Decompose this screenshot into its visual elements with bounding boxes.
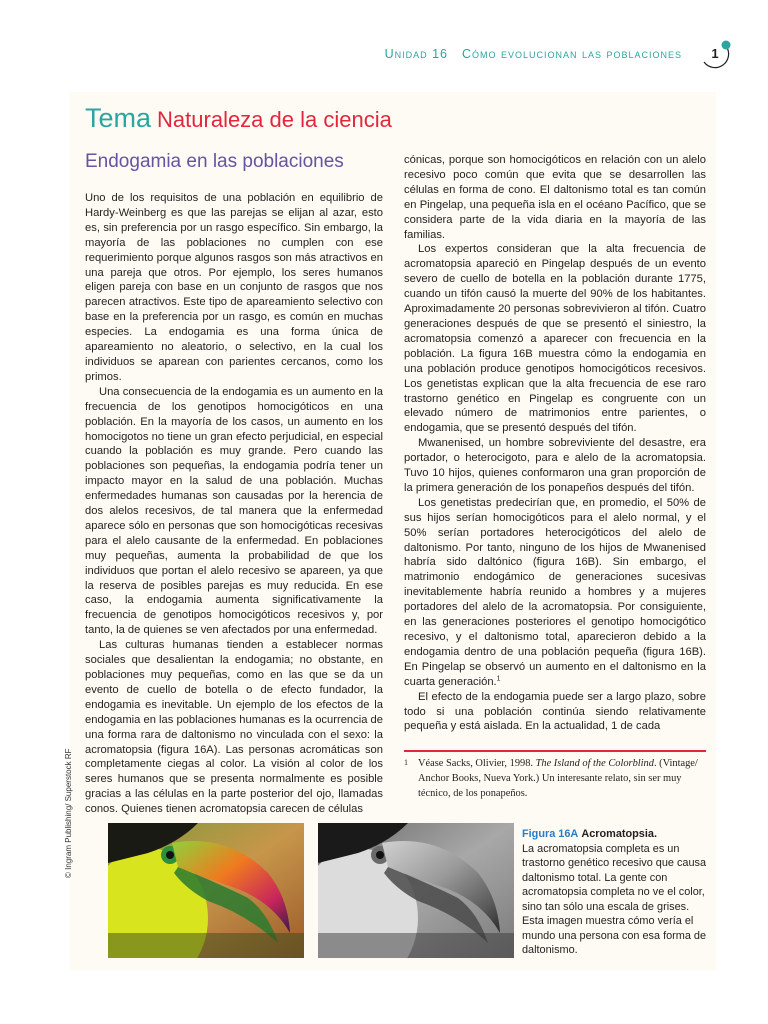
figure-caption [522, 827, 712, 958]
paragraph: cónicas, porque son homocigóticos en relación con un alelo recesivo poco común que evita que se desarrollen las células en forma de cono. El daltonismo total es tan común en Pingelap, una pequeña isla en el océano Pacífico, que se considera parte de la vida diaria en la mayoría de las familias. [404, 154, 706, 241]
footnote-text-b: . (Vintage/ Anchor Books, Nueva York.) Un interesante relato, sin ser muy técnico, de los ponapeños. [418, 758, 698, 799]
paragraph: Una consecuencia de la endogamia es un aumento en la frecuencia de los genotipos homocigóticos en una población. En la mayoría de los casos, un aumento en los homocigotos no tiene un gran efecto perjudicial, en especial cuando la población es muy grande. Pero cuando las poblaciones son pequeñas, la endogamia podría tener un impacto mayor en la salud de una población. Muchas enfermedades humanas son causadas por la herencia de dos alelos recesivos, de tal manera que la enfermedad aparece sólo en personas que son homocigóticas recesivas para el alelo causante de la enfermedad. En poblaciones muy pequeñas, aumenta la probabilidad de que los individuos que portan el alelo recesivo se apareen, ya que la reserva de posibles parejas es muy reducida. En ese caso, la endogamia aumenta significativamente la frecuencia de genotipos homocigóticos recesivos y, por tanto, la de quienes se ven afectados por una enfermedad. [85, 385, 383, 637]
body-column-left [85, 191, 383, 817]
toucan-photo-color [108, 823, 304, 958]
figure-title: Acromatopsia. [581, 828, 657, 840]
body-column-right [404, 153, 706, 734]
footnote-text-a: Véase Sacks, Olivier, 1998. [418, 758, 536, 769]
photo-credit: © Ingram Publishing/ Superstock RF [64, 748, 73, 878]
page-number: 1 [711, 46, 719, 61]
paragraph: Mwanenised, un hombre sobreviviente del desastre, era portador, o heterocigoto, para e alelo de la acromatopsia. Tuvo 10 hijos, quienes conformaron una gran proporción de la primera generación de los ponapeños después del tifón. [404, 437, 706, 494]
footnote-number: 1 [404, 758, 408, 767]
tema-subtitle: Naturaleza de la ciencia [157, 107, 392, 132]
figure-caption-text: La acromatopsia completa es un trastorno genético recesivo que causa daltonismo total. La gente con acromatopsia completa no ve el color, sino tan sólo una escala de grises. Esta imagen muestra cómo vería el mundo una persona con esa forma de daltonismo. [522, 842, 707, 956]
paragraph: Uno de los requisitos de una población en equilibrio de Hardy-Weinberg es que las parejas se elijan al azar, esto es, sin preferencia por un rasgo específico. Sin embargo, la mayoría de las poblaciones no cumplen con ese requerimiento porque algunos rasgos son más atractivos en una pareja que otros. Por ejemplo, los seres humanos eligen pareja con base en un conjunto de rasgos que nos parecen atractivos. Este tipo de apareamiento selectivo con base en la preferencia por un rasgo, es común en muchas especies. La endogamia es una forma única de apareamiento no aleatorio, o selectivo, en la cual los individuos se aparean con parientes cercanos, como los primos. [85, 192, 383, 383]
paragraph: Las culturas humanas tienden a establecer normas sociales que desalientan la endogamia; no obstante, en poblaciones muy pequeñas, como en las que se da un evento de cuello de botella o de efecto fundador, la endogamia es inevitable. Un ejemplo de los efectos de la endogamia en las poblaciones humanas es la ocurrencia de una forma rara de daltonismo no vinculada con el sexo: la acromatopsia (figura 16A). Las personas acromáticas son completamente ciegas al color. La visión al color de los seres humanos que se presenta normalmente es posible gracias a las células en la parte posterior del ojo, llamadas conos. Quienes tienen acromatopsia carecen de células [85, 639, 383, 816]
footnote [404, 756, 706, 801]
paragraph: El efecto de la endogamia puede ser a largo plazo, sobre todo si una población continúa siendo relativamente pequeña y está aislada. En la actualidad, 1 de cada [404, 690, 706, 733]
feature-title [85, 103, 392, 134]
footnote-ref[interactable]: 1 [496, 674, 501, 682]
tema-label: Tema [85, 103, 152, 133]
header-unit-title: Cómo evolucionan las poblaciones [462, 47, 682, 61]
header-unit: Unidad 16 [384, 47, 448, 61]
footnote-rule [404, 750, 706, 752]
header-text [385, 47, 682, 61]
paragraph [404, 496, 706, 690]
footnote-book-title: The Island of the Colorblind [535, 758, 654, 769]
running-header [0, 44, 768, 74]
section-heading: Endogamia en las poblaciones [85, 151, 344, 172]
paragraph-text: Los genetistas predecirían que, en promedio, el 50% de sus hijos serían homocigóticos para el alelo normal, y el 50% serían portadores heterocigóticos del alelo de daltonismo. Por tanto, ninguno de los hijos de Mwanenised habría sido daltónico (figura 16B). Sin embargo, el matrimonio endogámico de generaciones sucesivas inevitablemente habría reunido a hombres y a mujeres portadores del alelo de la acromatopsia. Por consiguiente, en las generaciones posteriores el genotipo homocigótico recesivo, y el daltonismo total, aparecieron debido a la endogamia dentro de una población pequeña (figura 16B). En Pingelap se observó un aumento en el daltonismo en la cuarta generación. [404, 496, 706, 688]
toucan-photo-grayscale [318, 823, 514, 958]
paragraph: Los expertos consideran que la alta frecuencia de acromatopsia apareció en Pingelap después de un evento severo de cuello de botella en la población durante 1775, cuando un tifón causó la muerte del 90% de los habitantes. Aproximadamente 20 personas sobrevivieron al tifón. Cuatro generaciones después de que se presentó el siniestro, la acromatopsia comenzó a aparecer con frecuencia en la población. La figura 16B muestra cómo la endogamia en una población produce genotipos homocigóticos recesivos. Los genetistas explican que la alta frecuencia de ese raro trastorno genético en Pingelap es congruente con un elevado número de matrimonios entre parientes, o endogamia, que se presentó después del tifón. [404, 243, 706, 435]
figure-label: Figura 16A [522, 828, 579, 840]
